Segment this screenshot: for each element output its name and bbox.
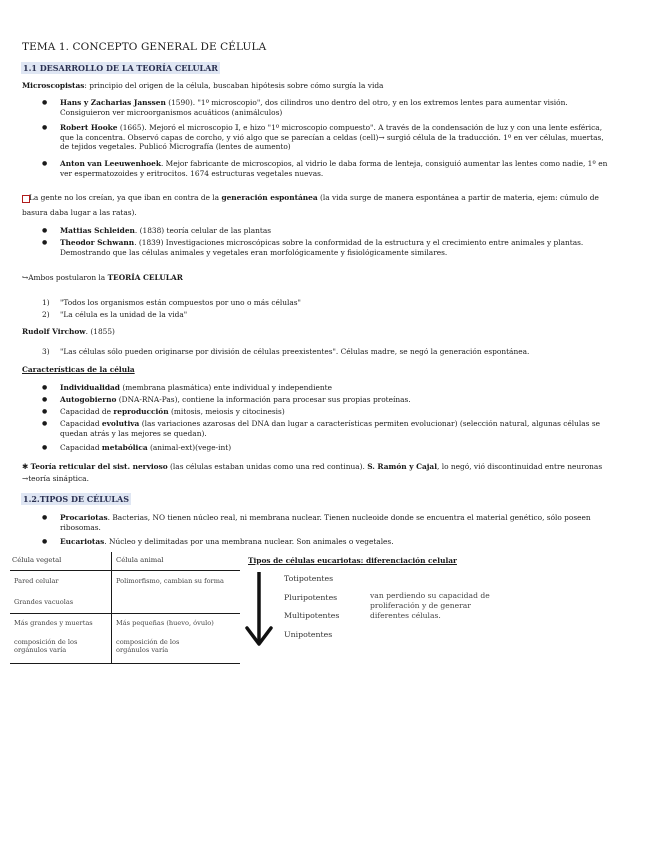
postulate-3: "Las células sólo pueden originarse por división de células preexistentes". Células madre, se negó la generación espontánea.	[60, 347, 530, 356]
differentiation-heading: Tipos de células eucariotas: diferenciación celular	[248, 556, 457, 565]
characteristic-item	[60, 407, 285, 417]
text-bold: evolutiva	[101, 419, 140, 428]
page-title: TEMA 1. CONCEPTO GENERAL DE CÉLULA	[22, 41, 267, 53]
list-number: 3)	[42, 347, 50, 356]
list-item-hooke	[60, 123, 604, 152]
scientist-text: (1665). Mejoró el microscopio 𝕀, e hizo "1º microscopio compuesto". A través de la condensación de luz y con una lente esférica,	[117, 123, 603, 132]
table-cell: composición de los orgánulos varía	[14, 638, 78, 654]
scientist-name: Theodor Schwann	[60, 238, 135, 247]
bullet: ●	[42, 538, 48, 545]
table-divider	[10, 663, 240, 664]
bullet: ●	[42, 384, 48, 391]
text: La gente no los creían, ya que iban en contra de la	[29, 193, 222, 202]
asterisk-icon: ✱	[22, 462, 29, 471]
text-bold: metabólica	[101, 443, 148, 452]
text: (animal-ext)(vege-int)	[147, 443, 232, 452]
cell-theory-intro	[22, 273, 183, 283]
characteristic-item	[60, 443, 231, 453]
bullet: ●	[42, 124, 48, 131]
list-item-schleiden	[60, 226, 271, 236]
text: Capacidad de	[60, 407, 114, 416]
characteristic-item	[60, 419, 600, 438]
scientist-text: Demostrando que las células animales y vegetales eran morfológicamente y fisiológicamente similares.	[60, 247, 448, 257]
text: (DNA-RNA-Pas), contiene la información para procesar sus propias proteínas.	[116, 395, 411, 404]
potency-item: Unipotentes	[284, 630, 333, 639]
text: . Núcleo y delimitadas por una membrana nuclear. Son animales o vegetales.	[104, 537, 394, 546]
cell-type-item	[60, 513, 591, 532]
text: Capacidad	[60, 443, 102, 452]
bullet: ●	[42, 514, 48, 521]
scientist-name: Rudolf Virchow	[22, 327, 86, 336]
text: . Bacterias, NO tienen núcleo real, ni membrana nuclear. Tienen nucleoide donde se encuentra el material genético, sólo poseen	[107, 513, 591, 522]
table-divider	[10, 613, 240, 614]
list-number: 1)	[42, 298, 50, 307]
table-divider	[10, 570, 240, 571]
text-bold: TEORÍA CELULAR	[107, 273, 183, 282]
table-header-animal: Célula animal	[116, 556, 164, 564]
scientist-text: (1590). "1º microscopio", dos cilindros uno dentro del otro, y en los extremos lentes para aumentar visión.	[165, 98, 568, 107]
text: (membrana plasmática) ente individual y independiente	[119, 383, 332, 392]
scientist-text: ver espermatozoides y eritrocitos. 1674 estructuras vegetales nuevas.	[60, 168, 324, 178]
table-header-plant: Célula vegetal	[12, 556, 62, 564]
scientist-text: . Mejor fabricante de microscopios, al vidrio le daba forma de lenteja, consiguió aumentar las lentes como nadie, 1º en	[160, 159, 608, 168]
list-item-schwann	[60, 238, 583, 257]
microscopists-text: : principio del origen de la célula, buscaban hipótesis sobre cómo surgía la vida	[84, 81, 384, 90]
scientist-name: Hans y Zacharias Janssen	[60, 98, 166, 107]
list-item-leeuwenhoek	[60, 159, 607, 178]
text: , lo negó, vió discontinuidad entre neuronas	[437, 462, 603, 471]
text: Capacidad	[60, 419, 102, 428]
section-heading-1-2: 1.2.TIPOS DE CÉLULAS	[23, 494, 130, 504]
bullet: ●	[42, 420, 48, 427]
scientist-name: Mattias Schleiden	[60, 226, 135, 235]
scientist-name: Robert Hooke	[60, 123, 118, 132]
return-arrow-icon: ↪	[22, 273, 29, 282]
table-column-divider	[111, 552, 112, 663]
list-item-janssen	[60, 98, 568, 117]
characteristic-item	[60, 395, 411, 405]
cell-type-item	[60, 537, 394, 547]
text-bold: Individualidad	[60, 383, 120, 392]
reticular-theory-text	[22, 462, 602, 472]
postulate-1: "Todos los organismos están compuestos por uno o más células"	[60, 298, 301, 307]
scientist-text: Consiguieron ver microorganismos acuáticos (animálculos)	[60, 107, 283, 117]
text-bold: Teoría reticular del sist. nervioso	[30, 462, 168, 471]
table-cell: Más grandes y muertas	[14, 619, 93, 627]
text-bold: Eucariotas	[60, 537, 105, 546]
spontaneous-generation-line2: basura daba lugar a las ratas).	[22, 208, 137, 217]
scientist-text: que la concentra. Observó capas de corcho, y vió algo que se parecían a celdas (cell)→ surgió célula de la traducción. 1º en ver células, muertas,	[60, 132, 604, 142]
text: . (1855)	[85, 327, 115, 336]
text-bold: generación espontánea	[221, 193, 318, 202]
bullet: ●	[42, 396, 48, 403]
potency-item: Pluripotentes	[284, 593, 338, 602]
bullet: ●	[42, 227, 48, 234]
characteristics-heading: Características de la célula	[22, 365, 135, 374]
section-heading-1-1: 1.1 DESARROLLO DE LA TEORÍA CELULAR	[23, 63, 218, 73]
table-cell: Polimorfismo, cambian su forma	[116, 577, 224, 585]
characteristic-item	[60, 383, 332, 393]
scientist-text: . (1839) Investigaciones microscópicas sobre la conformidad de la estructura y el crecimiento entre animales y plantas.	[134, 238, 584, 247]
text-bold: S. Ramón y Cajal	[367, 462, 438, 471]
down-arrow-icon	[244, 570, 274, 650]
table-cell: Pared celular	[14, 577, 59, 585]
table-cell: Grandes vacuolas	[14, 598, 74, 606]
list-number: 2)	[42, 310, 50, 319]
potency-item: Multipotentes	[284, 611, 340, 620]
text: (las células estaban unidas como una red continua).	[167, 462, 368, 471]
text: (la vida surge de manera espontánea a partir de materia, ejem: cúmulo de	[317, 193, 599, 202]
potency-note: van perdiendo su capacidad de proliferación y de generar diferentes células.	[370, 591, 490, 620]
table-cell: composición de los orgánulos varía	[116, 638, 180, 654]
microscopists-intro	[22, 81, 383, 91]
bullet: ●	[42, 160, 48, 167]
spontaneous-generation-text	[29, 193, 599, 203]
text: (las variaciones azarosas del DNA dan lugar a características permiten evolucionar) (selección natural, algunas células se	[139, 419, 600, 428]
text-bold: Autogobierno	[60, 395, 117, 404]
text: ribosomas.	[60, 522, 101, 532]
scientist-name: Anton van Leeuwenhoek	[60, 159, 161, 168]
text-bold: Procariotas	[60, 513, 108, 522]
table-cell: Más pequeñas (huevo, óvulo)	[116, 619, 214, 627]
text-bold: reproducción	[113, 407, 169, 416]
reticular-theory-line2: →teoría sináptica.	[22, 474, 89, 483]
text: quedan atrás y las mejores se quedan).	[60, 428, 207, 438]
microscopists-label: Microscopistas	[22, 81, 85, 90]
bullet: ●	[42, 444, 48, 451]
virchow-line	[22, 327, 115, 337]
bullet: ●	[42, 239, 48, 246]
text: (mitosis, meiosis y citocinesis)	[168, 407, 285, 416]
scientist-text: de tejidos vegetales. Publicó Micrografía (lentes de aumento)	[60, 142, 291, 152]
bullet: ●	[42, 99, 48, 106]
scientist-text: . (1838) teoría celular de las plantas	[134, 226, 272, 235]
text: Ambos postularon la	[28, 273, 108, 282]
bullet: ●	[42, 408, 48, 415]
postulate-2: "La célula es la unidad de la vida"	[60, 310, 188, 319]
potency-item: Totipotentes	[284, 574, 334, 583]
